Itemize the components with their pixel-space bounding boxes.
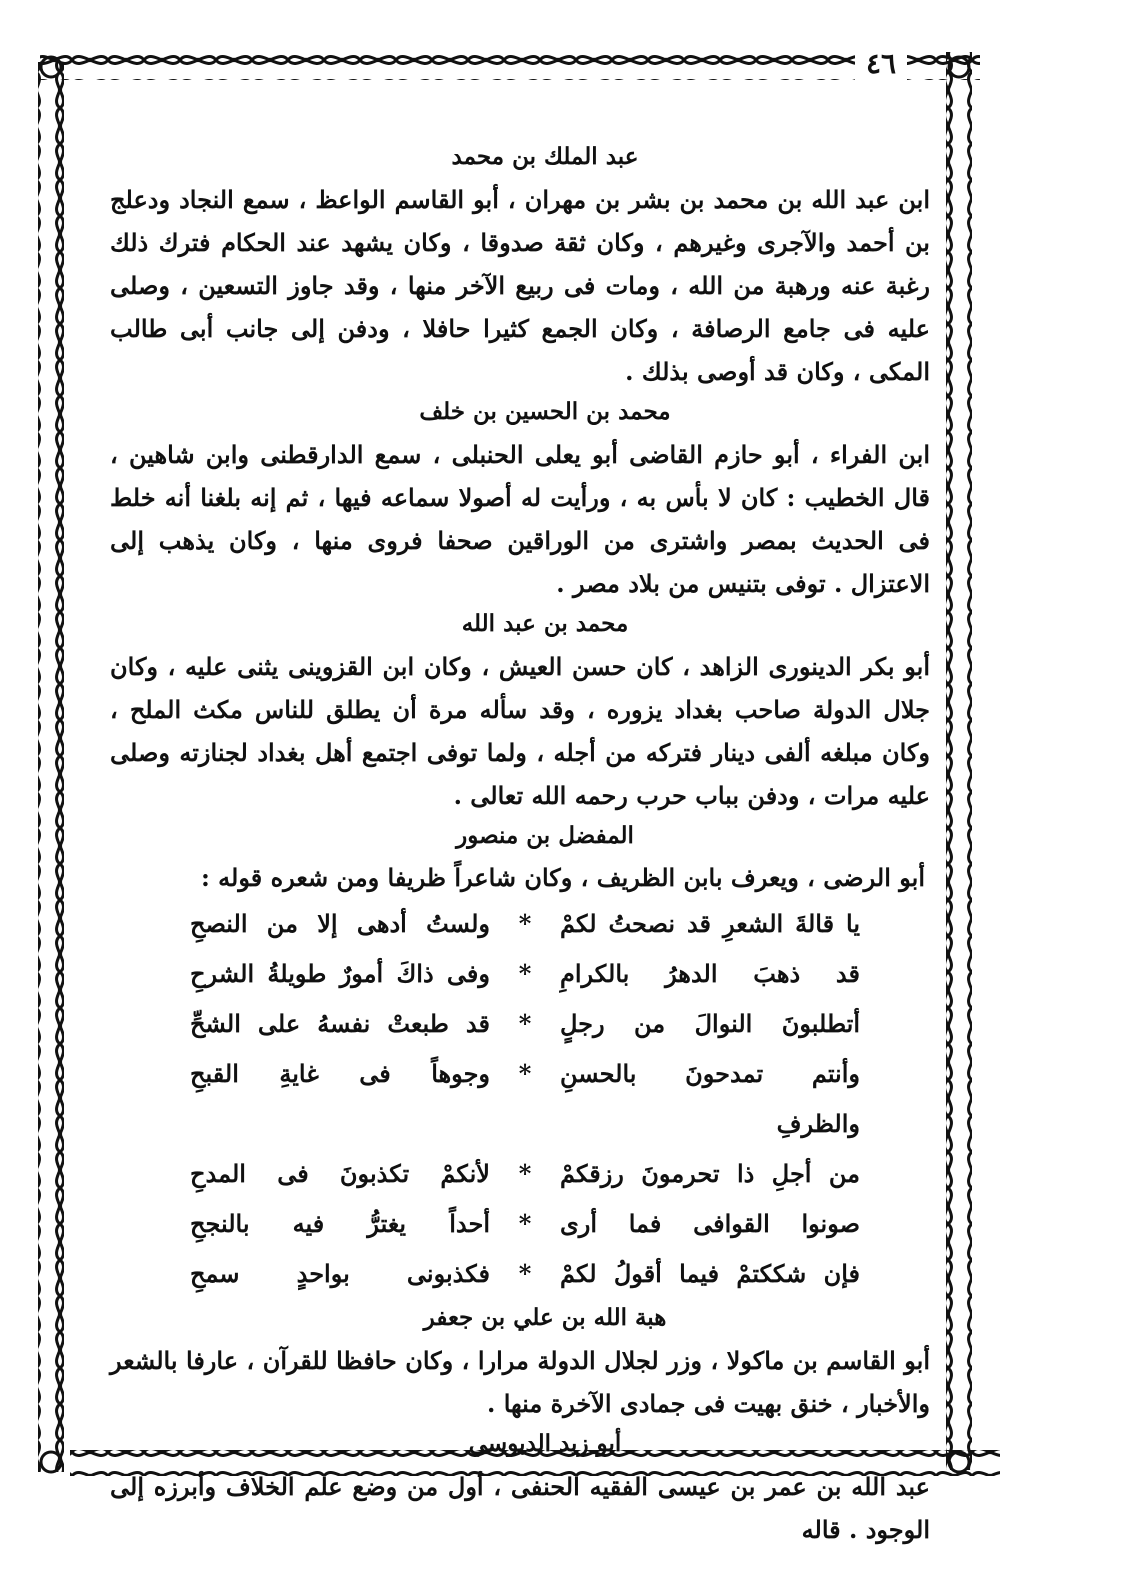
- poem-verse: [170, 1049, 860, 1149]
- verse-second-hemistich: لأنكمْ تكذبونَ فى المدحِ: [190, 1159, 490, 1188]
- verse-first-hemistich: أتطلبونَ النوالَ من رجلٍ: [560, 1009, 860, 1038]
- entry-paragraph: ابن عبد الله بن محمد بن بشر بن مهران ، أبو القاسم الواعظ ، سمع النجاد ودعلج بن أحمد والآجرى وغيرهم ، وكان ثقة صدوقا ، وكان يشهد عند الحكام فترك ذلك رغبة عنه ورهبة من الله ، ومات فى ربيع الآخر منها ، وقد جاوز التسعين ، وصلى عليه فى جامع الرصافة ، وكان الجمع كثيرا حافلا ، ودفن إلى جانب أبى طالب المكى ، وكان قد أوصى بذلك .: [110, 185, 930, 386]
- entry-heading: محمد بن عبد الله: [461, 610, 629, 637]
- entry-abu-zayd-al-dabusi: [110, 1427, 980, 1551]
- poem-verse: [170, 999, 860, 1049]
- poem-verse: [170, 899, 860, 949]
- verse-separator: *: [518, 909, 532, 938]
- entry-heading: محمد بن الحسين بن خلف: [419, 398, 671, 425]
- verse-second-hemistich: ولستُ أدهى إلا من النصحِ: [190, 909, 490, 938]
- poem-verse: [170, 1249, 860, 1299]
- poem-verse: [170, 949, 860, 999]
- entry-paragraph: أبو بكر الدينورى الزاهد ، كان حسن العيش ، وكان ابن القزوينى يثنى عليه ، وكان جلال الدولة صاحب بغداد يزوره ، وقد سأله مرة أن يطلق للناس مكث الملح ، وكان مبلغه ألفى دينار فتركه من أجله ، ولما توفى اجتمع أهل بغداد لجنازته وصلى عليه مرات ، ودفن بباب حرب رحمه الله تعالى .: [110, 652, 930, 810]
- verse-second-hemistich: وجوهاً فى غايةِ القبحِ: [190, 1059, 490, 1088]
- page-text: [110, 138, 980, 1544]
- poem: [110, 899, 980, 1299]
- verse-second-hemistich: قد طبعتْ نفسهُ على الشحِّ: [190, 1009, 490, 1038]
- verse-first-hemistich: فإن شككتمْ فيما أقولُ لكمْ: [560, 1259, 860, 1288]
- entry-abd-al-malik: [110, 140, 980, 393]
- poem-verse: [170, 1149, 860, 1199]
- entry-heading: عبد الملك بن محمد: [451, 143, 639, 170]
- verse-separator: *: [518, 1009, 532, 1038]
- verse-separator: *: [518, 1259, 532, 1288]
- verse-separator: *: [518, 1159, 532, 1188]
- verse-separator: *: [518, 959, 532, 988]
- verse-second-hemistich: وفى ذاكَ أمورٌ طويلةُ الشرحِ: [190, 959, 490, 988]
- entry-paragraph: ابن الفراء ، أبو حازم القاضى أبو يعلى الحنبلى ، سمع الدارقطنى وابن شاهين ، قال الخطيب : كان لا بأس به ، ورأيت له أصولا سماعه فيها ، ثم إنه بلغنا أنه خلط فى الحديث بمصر واشترى من الوراقين صحفا فروى منها ، وكان يذهب إلى الاعتزال . توفى بتنيس من بلاد مصر .: [110, 440, 930, 598]
- verse-second-hemistich: فكذبونى بواحدٍ سمحِ: [190, 1259, 490, 1288]
- entry-heading: أبو زيد الدبوسي: [468, 1430, 622, 1457]
- entry-heading: المفضل بن منصور: [456, 822, 634, 849]
- verse-separator: *: [518, 1059, 532, 1088]
- verse-first-hemistich: وأنتم تمدحونَ بالحسنِ والظرفِ: [560, 1059, 860, 1138]
- page-number: ٤٦: [855, 44, 907, 84]
- verse-separator: *: [518, 1209, 532, 1238]
- entry-paragraph: أبو القاسم بن ماكولا ، وزر لجلال الدولة مرارا ، وكان حافظا للقرآن ، عارفا بالشعر والأخبار ، خنق بهيت فى جمادى الآخرة منها .: [110, 1346, 930, 1418]
- poem-verse: [170, 1199, 860, 1249]
- poem-intro: أبو الرضى ، ويعرف بابن الظريف ، وكان شاعراً ظريفا ومن شعره قوله :: [200, 863, 925, 892]
- entry-al-mufaddal: [110, 819, 980, 1299]
- entry-paragraph: عبد الله بن عمر بن عيسى الفقيه الحنفى ، أول من وضع علم الخلاف وأبرزه إلى الوجود . قاله: [110, 1472, 930, 1544]
- entry-hibat-allah: [110, 1301, 980, 1425]
- entry-muhammad-ibn-abd-allah: [110, 607, 980, 817]
- entry-heading: هبة الله بن علي بن جعفر: [423, 1304, 667, 1331]
- verse-first-hemistich: قد ذهبَ الدهرُ بالكرامِ: [560, 959, 860, 988]
- verse-first-hemistich: من أجلِ ذا تحرمونَ رزقكمْ: [560, 1159, 860, 1188]
- verse-second-hemistich: أحداً يغترُّ فيه بالنجحِ: [190, 1209, 490, 1238]
- verse-first-hemistich: صونوا القوافى فما أرى: [560, 1209, 860, 1238]
- entry-muhammad-ibn-al-husayn: [110, 395, 980, 605]
- verse-first-hemistich: يا قالةَ الشعرِ قد نصحتُ لكمْ: [560, 909, 860, 938]
